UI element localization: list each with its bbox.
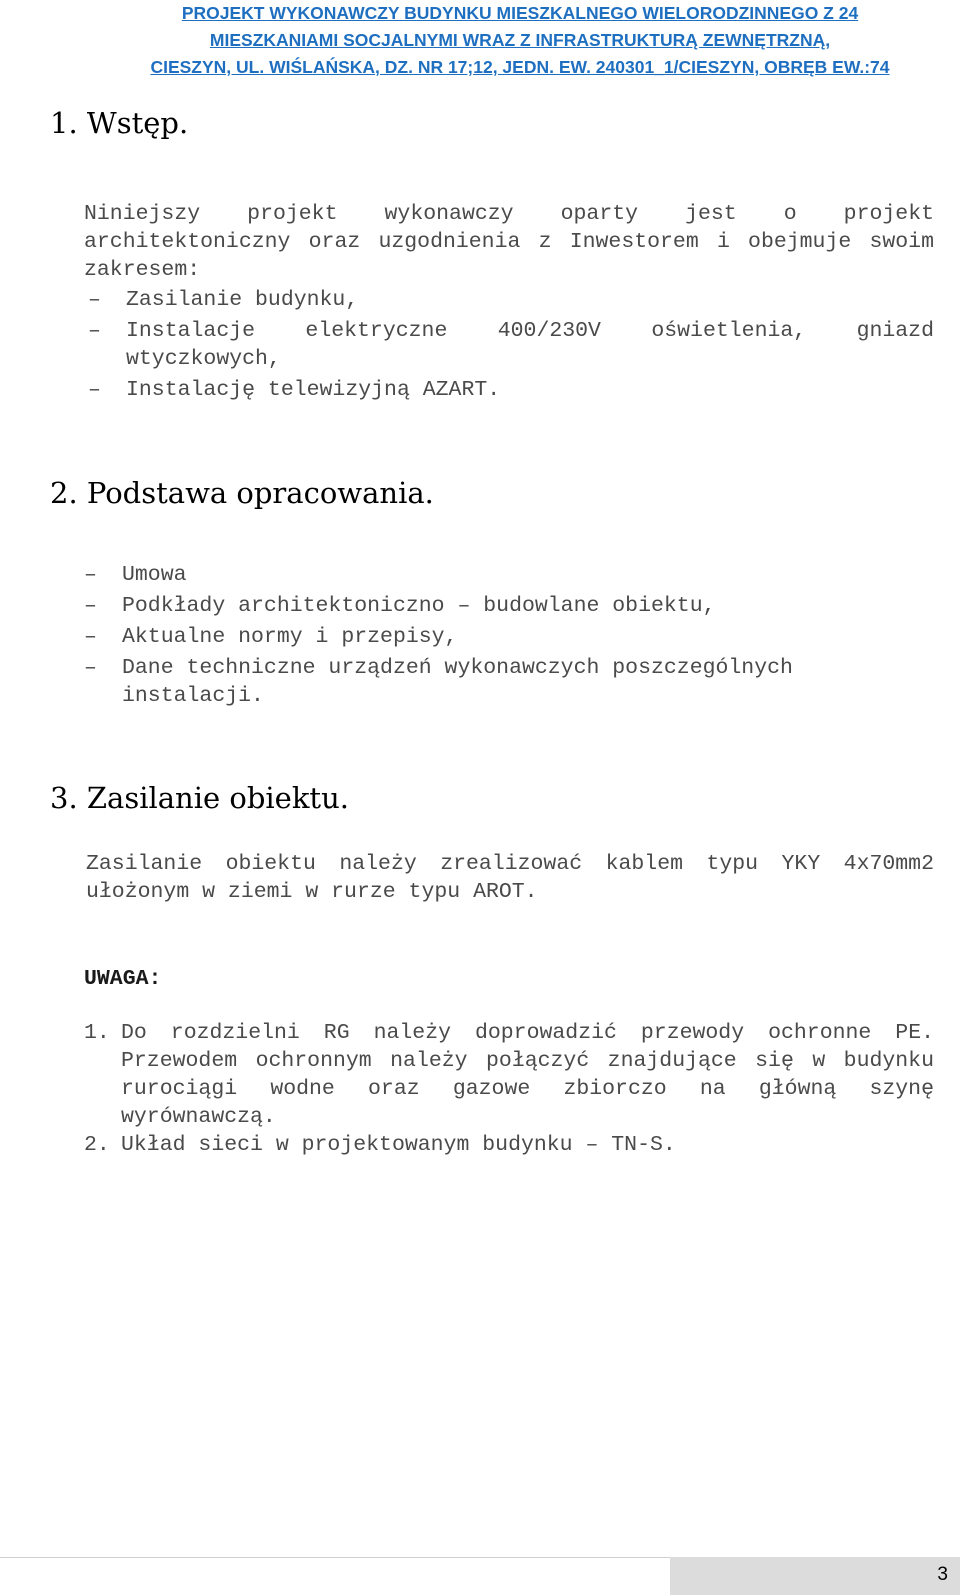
dash-bullet: – [84,563,97,587]
dash-bullet: – [84,656,97,680]
basis-list [80,561,910,713]
list-item: 2. Układ sieci w projektowanym budynku – TN-S. [84,1133,676,1157]
header-line-3: CIESZYN, UL. WIŚLAŃSKA, DZ. NR 17;12, JEDN. EW. 240301_1/CIESZYN, OBRĘB EW.:74 [150,57,890,77]
dash-bullet: – [88,319,101,343]
section-title-intro: 1. Wstęp. [50,106,189,140]
dash-bullet: – [84,594,97,618]
dash-bullet: – [84,625,97,649]
power-paragraph: Zasilanie obiektu należy zrealizować kablem typu YKY 4x70mm2 ułożonym w ziemi w rurze typu AROT. [86,852,934,904]
list-item: – Zasilanie budynku, [88,288,359,312]
notes-list [84,1019,934,1159]
list-item: – Instalacje elektryczne 400/230V oświetlenia, gniazd wtyczkowych, [88,319,934,371]
section-title-basis: 2. Podstawa opracowania. [50,476,434,510]
footer-page-box [670,1557,960,1595]
list-item: 1. Do rozdzielni RG należy doprowadzić przewody ochronne PE. Przewodem ochronnym należy połączyć znajdujące się w budynku rurociągi wodne oraz gazowe zbiorczo na główną szynę wyrównawczą. [84,1021,934,1129]
list-item: – Instalację telewizyjną AZART. [88,378,501,402]
list-item: – Aktualne normy i przepisy, [84,625,458,649]
dash-bullet: – [88,288,101,312]
list-item: – Podkłady architektoniczno – budowlane obiektu, [84,594,716,618]
list-item: – Umowa [84,563,187,587]
note-label: UWAGA: [84,967,162,991]
header-line-2: MIESZKANIAMI SOCJALNYMI WRAZ Z INFRASTRUKTURĄ ZEWNĘTRZNĄ, [209,30,831,50]
list-item: – Dane techniczne urządzeń wykonawczych poszczególnych instalacji. [84,656,793,708]
header-line-1: PROJEKT WYKONAWCZY BUDYNKU MIESZKALNEGO WIELORODZINNEGO Z 24 [181,3,859,23]
intro-scope-list [84,286,934,407]
dash-bullet: – [88,378,101,402]
intro-paragraph: Niniejszy projekt wykonawczy oparty jest o projekt architektoniczny oraz uzgodnienia z Inwestorem i obejmuje swoim zakresem: [84,202,934,282]
section-title-power: 3. Zasilanie obiektu. [50,781,349,815]
document-header [100,0,940,81]
page-number: 3 [937,1564,948,1585]
